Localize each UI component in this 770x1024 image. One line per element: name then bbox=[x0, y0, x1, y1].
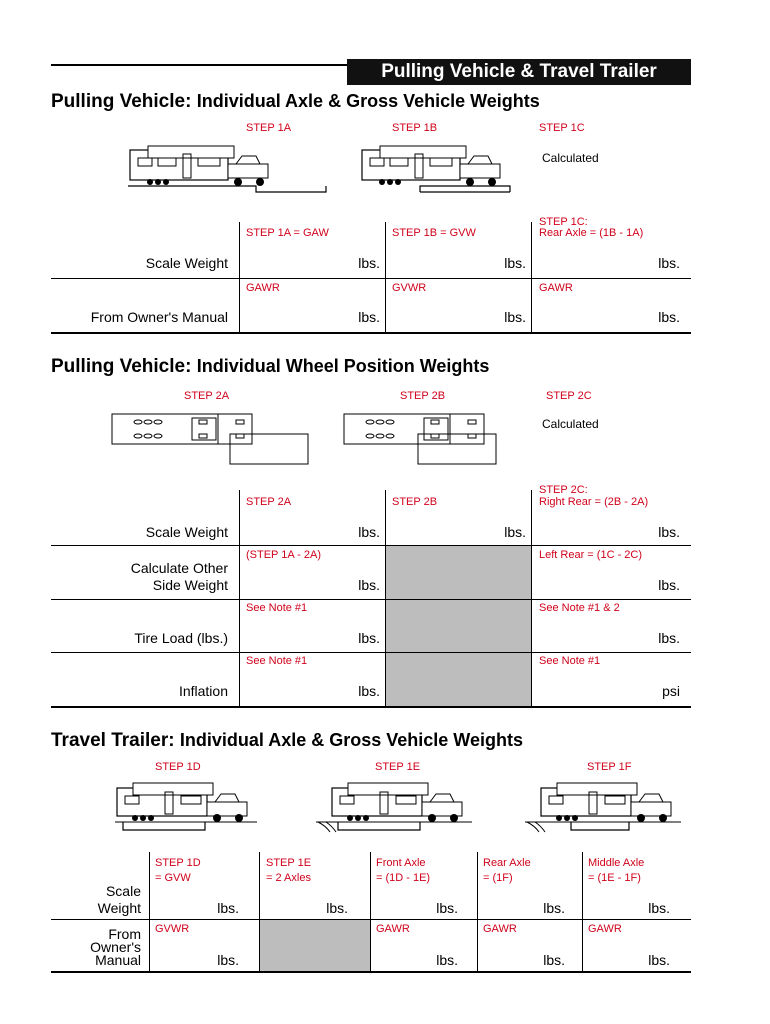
rv-truck-illustration-1b bbox=[360, 144, 560, 196]
table-divider bbox=[531, 490, 532, 706]
col-head-1d: STEP 1D bbox=[155, 857, 201, 869]
table-divider bbox=[477, 852, 478, 972]
col-head-1d-formula: = GVW bbox=[155, 872, 191, 884]
unit-lbs: lbs. bbox=[358, 577, 380, 593]
table-divider bbox=[370, 852, 371, 972]
col-head-front-axle: Front Axle bbox=[376, 857, 426, 869]
section3-title-main: Travel Trailer: bbox=[51, 730, 175, 751]
unit-lbs: lbs. bbox=[358, 683, 380, 699]
table-rule bbox=[51, 545, 691, 546]
unit-lbs: lbs. bbox=[358, 255, 380, 271]
step-1d-label: STEP 1D bbox=[155, 761, 201, 773]
unit-lbs: lbs. bbox=[658, 524, 680, 540]
unit-lbs: lbs. bbox=[436, 952, 458, 968]
unit-lbs: lbs. bbox=[543, 952, 565, 968]
table-rule bbox=[51, 599, 691, 600]
table-rule bbox=[51, 278, 691, 279]
shaded-cell bbox=[386, 546, 531, 706]
note-1: See Note #1 bbox=[246, 655, 308, 667]
row-calc-other-label-line2: Side Weight bbox=[152, 577, 228, 593]
col-head-middle-axle: Middle Axle bbox=[588, 857, 645, 869]
rv-truck-illustration-1a bbox=[128, 144, 328, 196]
section2-title bbox=[51, 356, 489, 378]
step-1c-calculated: Calculated bbox=[542, 151, 599, 165]
col-head-2a: STEP 2A bbox=[246, 496, 292, 508]
col-head-rear-axle: Rear Axle bbox=[483, 857, 531, 869]
step-2b-label: STEP 2B bbox=[400, 390, 446, 402]
row-tire-load-label: Tire Load (lbs.) bbox=[134, 630, 228, 646]
row-owners-label-line3: Manual bbox=[95, 952, 141, 968]
unit-lbs: lbs. bbox=[658, 630, 680, 646]
shaded-cell bbox=[260, 920, 370, 972]
section3-title bbox=[51, 730, 523, 752]
table-divider bbox=[531, 222, 532, 332]
row-owners-manual-label: From Owner's Manual bbox=[90, 309, 228, 325]
step-2c-label: STEP 2C bbox=[546, 390, 592, 402]
section1-title-sub: Individual Axle & Gross Vehicle Weights bbox=[196, 91, 540, 111]
col-head-front-axle-formula: = (1D - 1E) bbox=[376, 872, 431, 884]
step-2a-label: STEP 2A bbox=[184, 390, 230, 402]
note-left-rear: Left Rear = (1C - 2C) bbox=[539, 549, 643, 561]
table-divider bbox=[149, 852, 150, 972]
col-head-1a: STEP 1A = GAW bbox=[246, 227, 329, 239]
unit-lbs: lbs. bbox=[217, 900, 239, 916]
col-head-middle-axle-formula: = (1E - 1F) bbox=[588, 872, 641, 884]
note-1-and-2: See Note #1 & 2 bbox=[539, 602, 620, 614]
note-step-1a-2a: (STEP 1A - 2A) bbox=[246, 549, 321, 561]
col-head-1c-formula: Rear Axle = (1B - 1A) bbox=[539, 227, 644, 239]
table-divider bbox=[239, 222, 240, 332]
page-banner: Pulling Vehicle & Travel Trailer bbox=[347, 59, 691, 85]
table-rule bbox=[51, 332, 691, 334]
table-rule bbox=[51, 919, 691, 920]
unit-lbs: lbs. bbox=[358, 309, 380, 325]
row2-head-gvwr: GVWR bbox=[392, 282, 427, 294]
row-inflation-label: Inflation bbox=[178, 683, 228, 699]
rv-truck-illustration-1e bbox=[316, 780, 476, 834]
section2-title-main: Pulling Vehicle: bbox=[51, 356, 192, 377]
step-1f-label: STEP 1F bbox=[587, 761, 632, 773]
col-head-rear-axle-formula: = (1F) bbox=[483, 872, 513, 884]
row2-head-gawr: GAWR bbox=[246, 282, 280, 294]
col-head-2c-formula: Right Rear = (2B - 2A) bbox=[539, 496, 649, 508]
table-rule bbox=[51, 706, 691, 708]
row-owners-label-line1: From bbox=[108, 926, 141, 942]
row-calc-other-label-line1: Calculate Other bbox=[130, 560, 228, 576]
table-divider bbox=[385, 490, 386, 706]
row2-head-gawr: GAWR bbox=[539, 282, 573, 294]
unit-lbs: lbs. bbox=[658, 255, 680, 271]
unit-lbs: lbs. bbox=[648, 900, 670, 916]
step-1a-label: STEP 1A bbox=[246, 122, 292, 134]
table-divider bbox=[259, 852, 260, 972]
step-1c-label: STEP 1C bbox=[539, 122, 585, 134]
unit-lbs: lbs. bbox=[504, 524, 526, 540]
note-1: See Note #1 bbox=[539, 655, 601, 667]
step-1b-label: STEP 1B bbox=[392, 122, 438, 134]
unit-psi: psi bbox=[662, 683, 680, 699]
section3-title-sub: Individual Axle & Gross Vehicle Weights bbox=[179, 730, 523, 750]
unit-lbs: lbs. bbox=[436, 900, 458, 916]
col-head-1e: STEP 1E bbox=[266, 857, 312, 869]
row2-head-gvwr: GVWR bbox=[155, 923, 190, 935]
unit-lbs: lbs. bbox=[648, 952, 670, 968]
table-divider bbox=[582, 852, 583, 972]
section1-title bbox=[51, 91, 540, 113]
col-head-1e-formula: = 2 Axles bbox=[266, 872, 311, 884]
unit-lbs: lbs. bbox=[217, 952, 239, 968]
step-2c-calculated: Calculated bbox=[542, 417, 599, 431]
row2-head-gawr: GAWR bbox=[588, 923, 622, 935]
unit-lbs: lbs. bbox=[658, 309, 680, 325]
table-rule bbox=[51, 652, 691, 653]
unit-lbs: lbs. bbox=[326, 900, 348, 916]
row2-head-gawr: GAWR bbox=[483, 923, 517, 935]
table-divider bbox=[385, 222, 386, 332]
row-scale-label-line1: Scale bbox=[105, 883, 141, 899]
col-head-2b: STEP 2B bbox=[392, 496, 438, 508]
unit-lbs: lbs. bbox=[504, 309, 526, 325]
row-owners-label-line2: Owner's bbox=[90, 939, 141, 955]
unit-lbs: lbs. bbox=[358, 524, 380, 540]
col-head-2c: STEP 2C: bbox=[539, 484, 588, 496]
unit-lbs: lbs. bbox=[358, 630, 380, 646]
col-head-1c: STEP 1C: bbox=[539, 216, 588, 228]
unit-lbs: lbs. bbox=[543, 900, 565, 916]
top-view-illustration-2b bbox=[342, 410, 502, 466]
row-scale-weight-label: Scale Weight bbox=[145, 255, 228, 271]
step-1e-label: STEP 1E bbox=[375, 761, 421, 773]
row-scale-label-line2: Weight bbox=[97, 900, 141, 916]
unit-lbs: lbs. bbox=[504, 255, 526, 271]
note-1: See Note #1 bbox=[246, 602, 308, 614]
rv-truck-illustration-1d bbox=[115, 780, 260, 834]
section1-title-main: Pulling Vehicle: bbox=[51, 91, 192, 112]
col-head-1b: STEP 1B = GVW bbox=[392, 227, 476, 239]
section2-title-sub: Individual Wheel Position Weights bbox=[196, 356, 490, 376]
row2-head-gawr: GAWR bbox=[376, 923, 410, 935]
table-rule bbox=[51, 971, 691, 973]
table-divider bbox=[239, 490, 240, 706]
top-view-illustration-2a bbox=[110, 410, 310, 466]
row-scale-weight-label: Scale Weight bbox=[145, 524, 228, 540]
rv-truck-illustration-1f bbox=[525, 780, 685, 834]
unit-lbs: lbs. bbox=[658, 577, 680, 593]
